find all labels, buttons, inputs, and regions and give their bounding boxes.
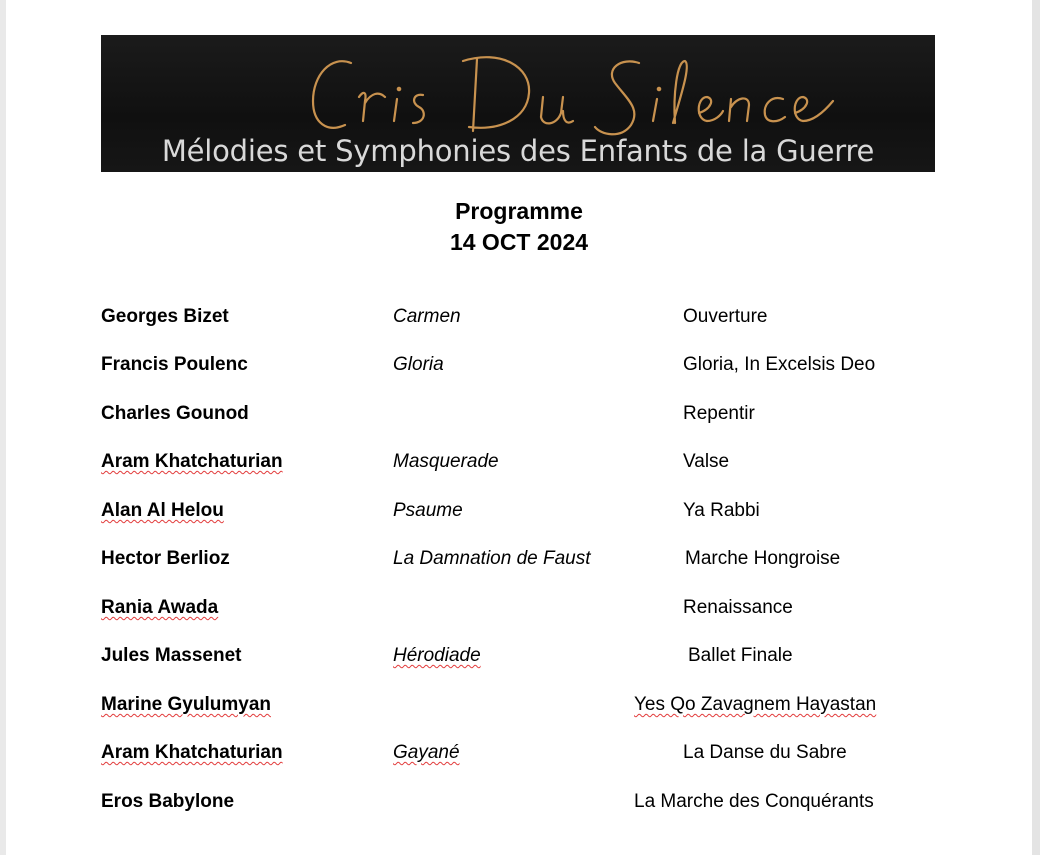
work-title: Carmen	[393, 306, 461, 327]
window-edge	[1032, 0, 1040, 855]
program-row	[6, 306, 1032, 336]
program-row	[6, 354, 1032, 384]
piece-title: Gloria, In Excelsis Deo	[683, 354, 876, 375]
program-row	[6, 694, 1032, 724]
piece-title: Ouverture	[683, 306, 768, 327]
composer-name: Aram Khatchaturian	[101, 451, 283, 472]
header-banner	[101, 35, 935, 172]
work-title: Masquerade	[393, 451, 499, 472]
composer-name: Jules Massenet	[101, 645, 242, 666]
piece-title: Valse	[683, 451, 730, 472]
composer-name: Hector Berlioz	[101, 548, 230, 569]
piece-title: Yes Qo Zavagnem Hayastan	[634, 694, 877, 715]
composer-name: Alan Al Helou	[101, 500, 224, 521]
piece-title: Ya Rabbi	[683, 500, 760, 521]
composer-name: Aram Khatchaturian	[101, 742, 283, 763]
composer-name: Marine Gyulumyan	[101, 694, 271, 715]
concert-date: 14 OCT 2024	[449, 229, 589, 255]
program-row	[6, 500, 1032, 530]
program-row	[6, 403, 1032, 433]
work-title: Hérodiade	[393, 645, 481, 666]
composer-name: Georges Bizet	[101, 306, 229, 327]
composer-name: Charles Gounod	[101, 403, 249, 424]
piece-title: Ballet Finale	[688, 645, 793, 666]
program-row	[6, 548, 1032, 578]
piece-title: La Marche des Conquérants	[634, 791, 874, 812]
work-title: Gayané	[393, 742, 460, 763]
piece-title: Marche Hongroise	[685, 548, 841, 569]
document-page	[6, 0, 1032, 855]
piece-title: Renaissance	[683, 597, 793, 618]
program-row	[6, 742, 1032, 772]
composer-name: Francis Poulenc	[101, 354, 248, 375]
programme-title: Programme	[455, 198, 583, 224]
piece-title: Repentir	[683, 403, 755, 424]
banner-subtitle: Mélodies et Symphonies des Enfants de la Guerre	[161, 134, 875, 168]
composer-name: Eros Babylone	[101, 791, 235, 812]
program-row	[6, 597, 1032, 627]
program-row	[6, 791, 1032, 821]
piece-title: La Danse du Sabre	[683, 742, 847, 763]
work-title: La Damnation de Faust	[393, 548, 591, 569]
composer-name: Rania Awada	[101, 597, 219, 618]
work-title: Psaume	[393, 500, 463, 521]
program-row	[6, 451, 1032, 481]
work-title: Gloria	[393, 354, 444, 375]
program-row	[6, 645, 1032, 675]
